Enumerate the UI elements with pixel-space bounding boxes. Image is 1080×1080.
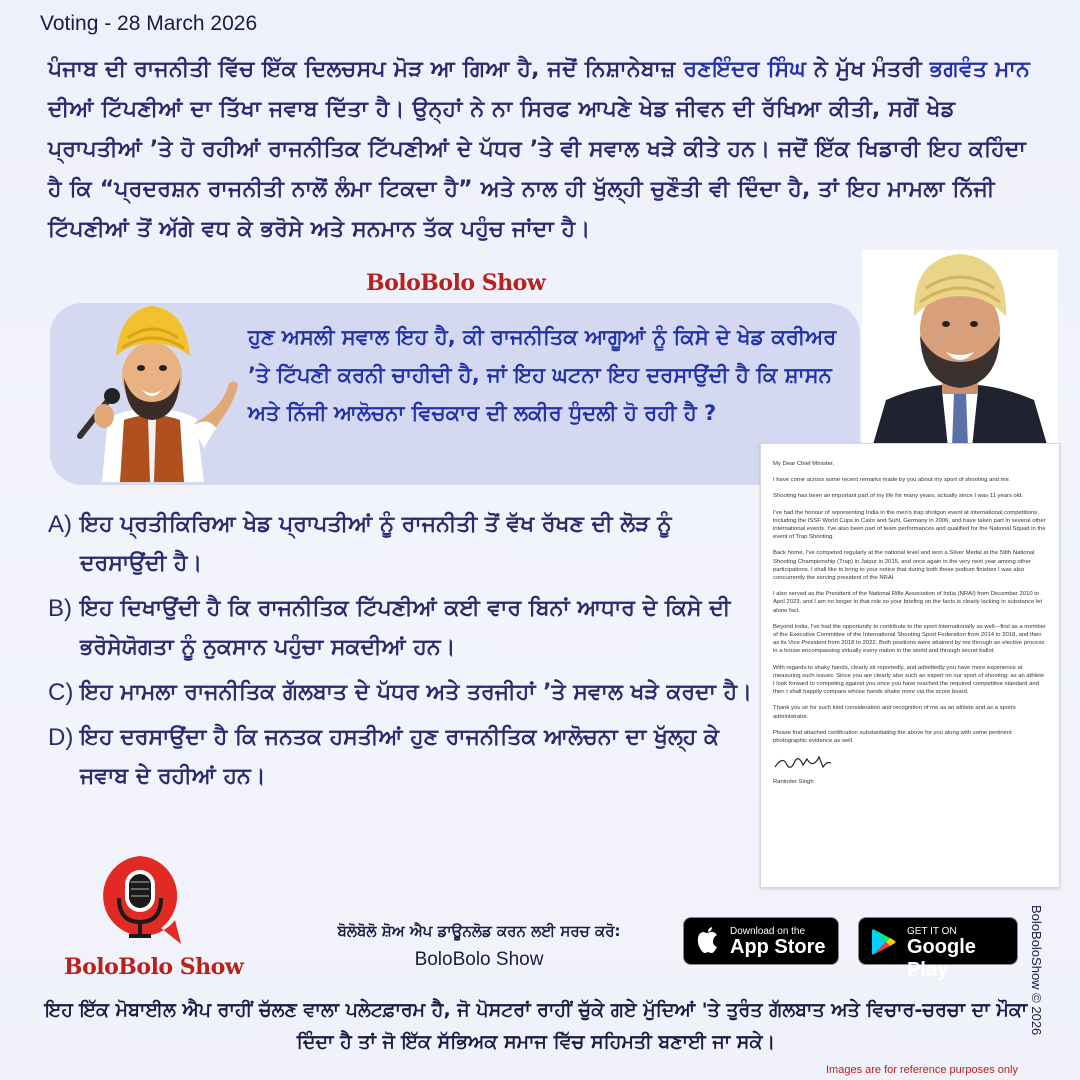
intro-name-bhagwant: ਭਗਵੰਤ ਮਾਨ [929, 57, 1030, 82]
signature-scribble-icon [773, 753, 833, 773]
google-play-small-text: GET IT ON [907, 926, 957, 937]
option-letter: C) [48, 679, 74, 706]
intro-text-3: ਦੀਆਂ ਟਿੱਪਣੀਆਂ ਦਾ ਤਿੱਖਾ ਜਵਾਬ ਦਿੱਤਾ ਹੈ। ਉਨ੍ਹਾਂ ਨੇ ਨਾ ਸਿਰਫ ਆਪਣੇ ਖੇਡ ਜੀਵਨ ਦੀ ਰੱਖਿਆ ਕੀਤੀ, ਸਗੋਂ ਖੇਡ ਪ੍ਰਾਪਤੀਆਂ ’ਤੇ ਹੋ ਰਹੀਆਂ ਰਾਜਨੀਤਿਕ ਟਿੱਪਣੀਆਂ ਦੇ ਪੱਧਰ ’ਤੇ ਵੀ ਸਵਾਲ ਖੜੇ ਕੀਤੇ ਹਨ। ਜਦੋਂ ਇੱਕ ਖਿਡਾਰੀ ਇਹ ਕਹਿੰਦਾ ਹੈ ਕਿ “ਪ੍ਰਦਰਸ਼ਨ ਰਾਜਨੀਤੀ ਨਾਲੋਂ ਲੰਮਾ ਟਿਕਦਾ ਹੈ” ਅਤੇ ਨਾਲ ਹੀ ਖੁੱਲ੍ਹੀ ਚੁਣੌਤੀ ਵੀ ਦਿੰਦਾ ਹੈ, ਤਾਂ ਇਹ ਮਾਮਲਾ ਨਿੱਜੀ ਟਿੱਪਣੀਆਂ ਤੋਂ ਅੱਗੇ ਵਧ ਕੇ ਭਰੋਸੇ ਅਤੇ ਸਨਮਾਨ ਤੱਕ ਪਹੁੰਚ ਜਾਂਦਾ ਹੈ। [48, 97, 1026, 242]
intro-name-raninder: ਰਣਇੰਦਰ ਸਿੰਘ [683, 57, 807, 82]
page-date-label: Voting - 28 March 2026 [40, 12, 258, 35]
app-cta-name: BoloBolo Show [414, 949, 544, 970]
app-store-button[interactable] [683, 917, 839, 965]
google-play-label: Google Play [907, 936, 976, 981]
option-text: ਇਹ ਮਾਮਲਾ ਰਾਜਨੀਤਿਕ ਗੱਲਬਾਤ ਦੇ ਪੱਧਰ ਅਤੇ ਤਰਜੀਹਾਂ ’ਤੇ ਸਵਾਲ ਖੜੇ ਕਰਦਾ ਹੈ। [80, 680, 752, 705]
letter-paragraph: I also served as the President of the National Rifle Association of India (NRAI) from December 2010 to April 2023, and I am no longer in that role so your briefing on the facts is clearly lacking in substance let alone fact. [773, 591, 1043, 614]
app-cta-instruction: ਬੋਲੋਬੋਲੋ ਸ਼ੋਅ ਐਪ ਡਾਊਨਲੋਡ ਕਰਨ ਲਈ ਸਰਚ ਕਰੋ: [337, 922, 621, 940]
letter-paragraph: I have come across some recent remarks made by you about my sport of shooting and me. [773, 477, 1011, 484]
brand-logo-text: BoloBolo Show [64, 954, 244, 980]
intro-text-2: ਨੇ ਮੁੱਖ ਮੰਤਰੀ [806, 57, 930, 82]
copyright-vertical: BoloBoloShow © 2026 [1029, 905, 1044, 1036]
option-c[interactable] [48, 673, 760, 712]
option-text: ਇਹ ਪ੍ਰਤੀਕਿਰਿਆ ਖੇਡ ਪ੍ਰਾਪਤੀਆਂ ਨੂੰ ਰਾਜਨੀਤੀ ਤੋਂ ਵੱਖ ਰੱਖਣ ਦੀ ਲੋੜ ਨੂੰ ਦਰਸਾਉਂਦੀ ਹੈ। [80, 512, 672, 576]
letter-salutation: My Dear Chief Minister, [773, 461, 835, 467]
option-text: ਇਹ ਦਿਖਾਉਂਦੀ ਹੈ ਕਿ ਰਾਜਨੀਤਿਕ ਟਿੱਪਣੀਆਂ ਕਈ ਵਾਰ ਬਿਨਾਂ ਆਧਾਰ ਦੇ ਕਿਸੇ ਦੀ ਭਰੋਸੇਯੋਗਤਾ ਨੂੰ ਨੁਕਸਾਨ ਪਹੁੰਚਾ ਸਕਦੀਆਂ ਹਨ। [80, 596, 731, 660]
app-store-small-text: Download on the [730, 926, 806, 937]
option-letter: B) [48, 595, 72, 622]
cartoon-politician-illustration [62, 298, 242, 482]
microphone-logo-icon [95, 852, 185, 952]
google-play-button[interactable] [858, 917, 1018, 981]
option-letter: A) [48, 511, 72, 538]
option-b[interactable] [48, 589, 760, 667]
letter-paragraph: Thank you sir for such kind consideration and recognition of me as an athlete and as a sports administrator. [773, 705, 1016, 720]
google-play-icon [871, 928, 897, 956]
letter-paragraph: Beyond India, I've had the opportunity to contribute to the sport internationally as well—first as a member of the Executive Committee of the International Shooting Sport Federation from 2014 to 2018, and then as its Vice President from 2018 to 2022. Both positions were attained by me through an elective process in a house encompassing virtually every nation in the world and through secret ballot. [773, 623, 1046, 655]
app-store-label: App Store [730, 936, 826, 958]
letter-paragraph: Please find attached certification substantiating the above for you along with some pertinent photographic evidence as well. [773, 729, 1012, 745]
apple-icon [696, 927, 720, 955]
option-text: ਇਹ ਦਰਸਾਉਂਦਾ ਹੈ ਕਿ ਜਨਤਕ ਹਸਤੀਆਂ ਹੁਣ ਰਾਜਨੀਤਿਕ ਆਲੋਚਨਾ ਦਾ ਖੁੱਲ੍ਹ ਕੇ ਜਵਾਬ ਦੇ ਰਹੀਆਂ ਹਨ। [80, 725, 719, 789]
question-text: ਹੁਣ ਅਸਲੀ ਸਵਾਲ ਇਹ ਹੈ, ਕੀ ਰਾਜਨੀਤਿਕ ਆਗੂਆਂ ਨੂੰ ਕਿਸੇ ਦੇ ਖੇਡ ਕਰੀਅਰ ’ਤੇ ਟਿੱਪਣੀ ਕਰਨੀ ਚਾਹੀਦੀ ਹੈ, ਜਾਂ ਇਹ ਘਟਨਾ ਇਹ ਦਰਸਾਉਂਦੀ ਹੈ ਕਿ ਸ਼ਾਸਨ ਅਤੇ ਨਿੱਜੀ ਆਲੋਚਨਾ ਵਿਚਕਾਰ ਦੀ ਲਕੀਰ ਧੁੰਦਲੀ ਹੋ ਰਹੀ ਹੈ ? [248, 325, 837, 425]
app-download-cta [296, 920, 662, 974]
raninder-singh-photo [862, 250, 1058, 448]
intro-paragraph [48, 50, 1038, 250]
brand-watermark: BoloBolo Show [366, 270, 546, 296]
letter-paragraph: Shooting has been an important part of my life for many years, actually since I was 11 years old. [773, 493, 1024, 500]
letter-paragraph: Back home, I've competed regularly at the national level and won a Silver Medal at the 59th National Shooting Championship (Trap) in Jaipur in 2015, and once again in the very next year among other participations. I shall like to bring to your notice that during both these podium finishes I was also concurrently the serving president of the NRAI [773, 550, 1035, 582]
letter-paragraph: I've had the honour of representing India in the men's trap shotgun event at international competitions, including the ISSF World Cups in Cairo and Suhl, Germany in 2006, and have taken part in several other international events. I've also been part of team performances and qualified for the National Squad in the event of Trap Shooting. [773, 509, 1046, 541]
letter-paragraph: With regards to shaky hands, clearly sir reportedly, and admittedly you have more experience at measuring such issues. Since you are clearly also such an expert on our sport of shooting; as an athlete I look forward to competing against you once you have reached the required competitive standard and then I shall happily compare whose hands shake more via the score board. [773, 664, 1045, 696]
intro-text-1: ਪੰਜਾਬ ਦੀ ਰਾਜਨੀਤੀ ਵਿੱਚ ਇੱਕ ਦਿਲਚਸਪ ਮੋੜ ਆ ਗਿਆ ਹੈ, ਜਦੋਂ ਨਿਸ਼ਾਨੇਬਾਜ਼ [48, 57, 684, 82]
letter-signature-name: Raninder Singh [773, 779, 814, 786]
footer-description: ਇਹ ਇੱਕ ਮੋਬਾਈਲ ਐਪ ਰਾਹੀਂ ਚੱਲਣ ਵਾਲਾ ਪਲੇਟਫ਼ਾਰਮ ਹੈ, ਜੋ ਪੋਸਟਰਾਂ ਰਾਹੀਂ ਚੁੱਕੇ ਗਏ ਮੁੱਦਿਆਂ 'ਤੇ ਤੁਰੰਤ ਗੱਲਬਾਤ ਅਤੇ ਵਿਚਾਰ-ਚਰਚਾ ਦਾ ਮੌਕਾ ਦਿੰਦਾ ਹੈ ਤਾਂ ਜੋ ਇੱਕ ਸੱਭਿਅਕ ਸਮਾਜ ਵਿੱਚ ਸਹਿਮਤੀ ਬਣਾਈ ਜਾ ਸਕੇ। [44, 999, 1028, 1053]
option-a[interactable] [48, 505, 760, 583]
option-letter: D) [48, 724, 74, 751]
letter-image [760, 443, 1060, 888]
image-disclaimer: Images are for reference purposes only [826, 1064, 1018, 1076]
option-d[interactable] [48, 718, 760, 796]
answer-options [48, 505, 760, 802]
